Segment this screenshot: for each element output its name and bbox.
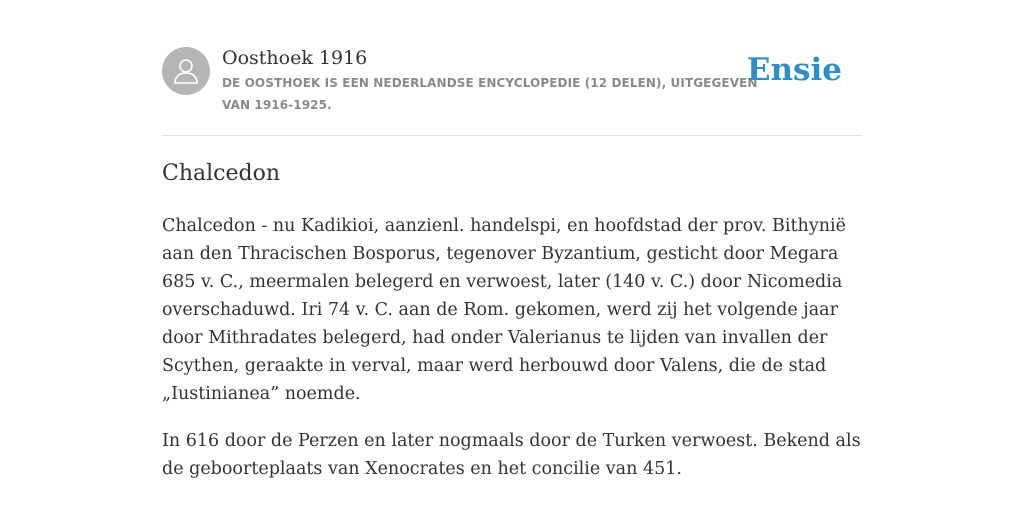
entry-paragraph: Chalcedon - nu Kadikioi, aanzienl. handelspi, en hoofdstad der prov. Bithynië aan den Thracischen Bosporus, tegenover Byzantium, gesticht door Megara 685 v. C., meermalen belegerd en verwoest, later (140 v. C.) door Nicomedia overschaduwd. Iri 74 v. C. aan de Rom. gekomen, werd zij het volgende jaar door Mithradates belegerd, had onder Valerianus te lijden van invallen der Scythen, geraakte in verval, maar werd herbouwd door Valens, die de stad „Iustinianea” noemde.: [162, 216, 846, 404]
source-header: [162, 44, 862, 134]
entry-title: Chalcedon: [162, 161, 280, 186]
entry-body: [162, 212, 874, 502]
source-title[interactable]: Oosthoek 1916: [222, 47, 368, 69]
ensie-logo[interactable]: Ensie: [746, 52, 842, 88]
user-icon: [172, 56, 200, 86]
divider: [162, 135, 862, 136]
avatar[interactable]: [162, 47, 210, 95]
source-description: DE OOSTHOEK IS EEN NEDERLANDSE ENCYCLOPEDIE (12 DELEN), UITGEGEVEN VAN 1916-1925.: [222, 76, 758, 112]
entry-paragraph: In 616 door de Perzen en later nogmaals door de Turken verwoest. Bekend als de geboorteplaats van Xenocrates en het concilie van 451.: [162, 431, 861, 479]
